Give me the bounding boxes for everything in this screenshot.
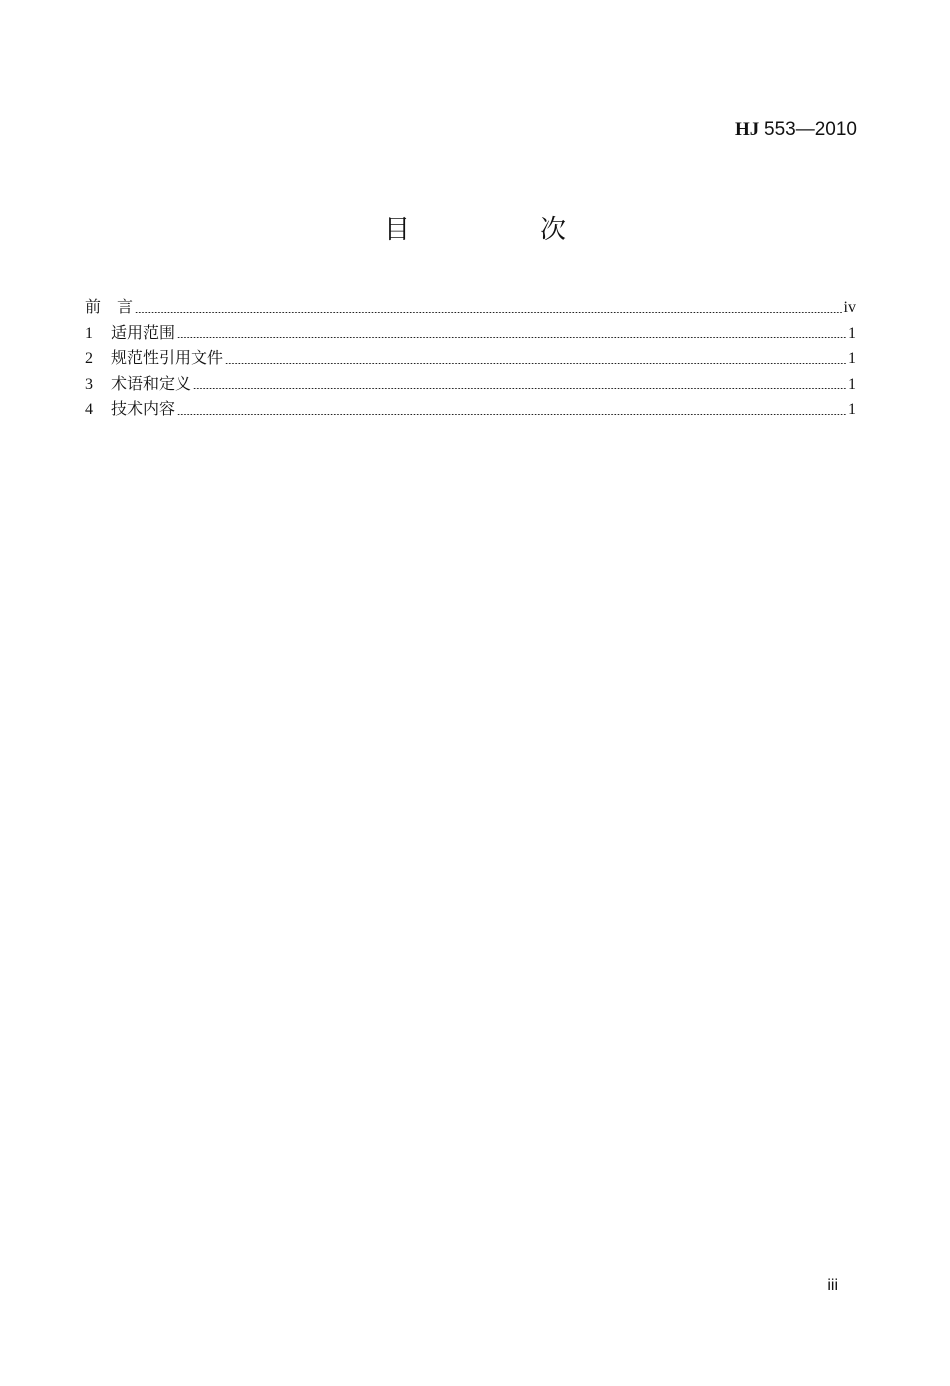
document-code-number: 553—2010	[764, 119, 857, 140]
toc-item-normative-references[interactable]	[85, 345, 856, 371]
toc-dot-leader	[177, 414, 846, 415]
toc-item-technical-content[interactable]	[85, 396, 856, 422]
toc-item-label: 技术内容	[111, 399, 176, 418]
toc-item-number: 2	[85, 350, 93, 367]
toc-item-scope[interactable]	[85, 320, 856, 346]
toc-item-page: 1	[848, 375, 856, 393]
toc-item-label: 术语和定义	[111, 373, 192, 393]
toc-item-label: 适用范围	[111, 322, 176, 342]
toc-dot-leader	[193, 388, 846, 389]
toc-item-label: 规范性引用文件	[111, 348, 224, 367]
toc-item-label: 前 言	[85, 297, 134, 316]
toc-dot-leader	[225, 363, 846, 364]
page-title: 目 次	[383, 215, 618, 245]
toc-item-page: 1	[848, 324, 856, 342]
toc-dot-leader	[177, 337, 846, 338]
toc-item-terms-definitions[interactable]	[85, 371, 856, 397]
document-code	[735, 117, 857, 143]
toc-item-page: iv	[843, 299, 856, 316]
table-of-contents	[85, 294, 856, 422]
toc-item-number: 3	[85, 375, 93, 393]
toc-item-foreword[interactable]	[85, 294, 856, 320]
page-number: iii	[827, 1277, 838, 1294]
toc-item-page: 1	[848, 350, 856, 367]
toc-item-page: 1	[848, 401, 856, 418]
toc-dot-leader	[135, 312, 842, 313]
toc-item-number: 4	[85, 401, 93, 418]
document-code-prefix: HJ	[735, 119, 760, 140]
toc-item-number: 1	[85, 324, 93, 342]
